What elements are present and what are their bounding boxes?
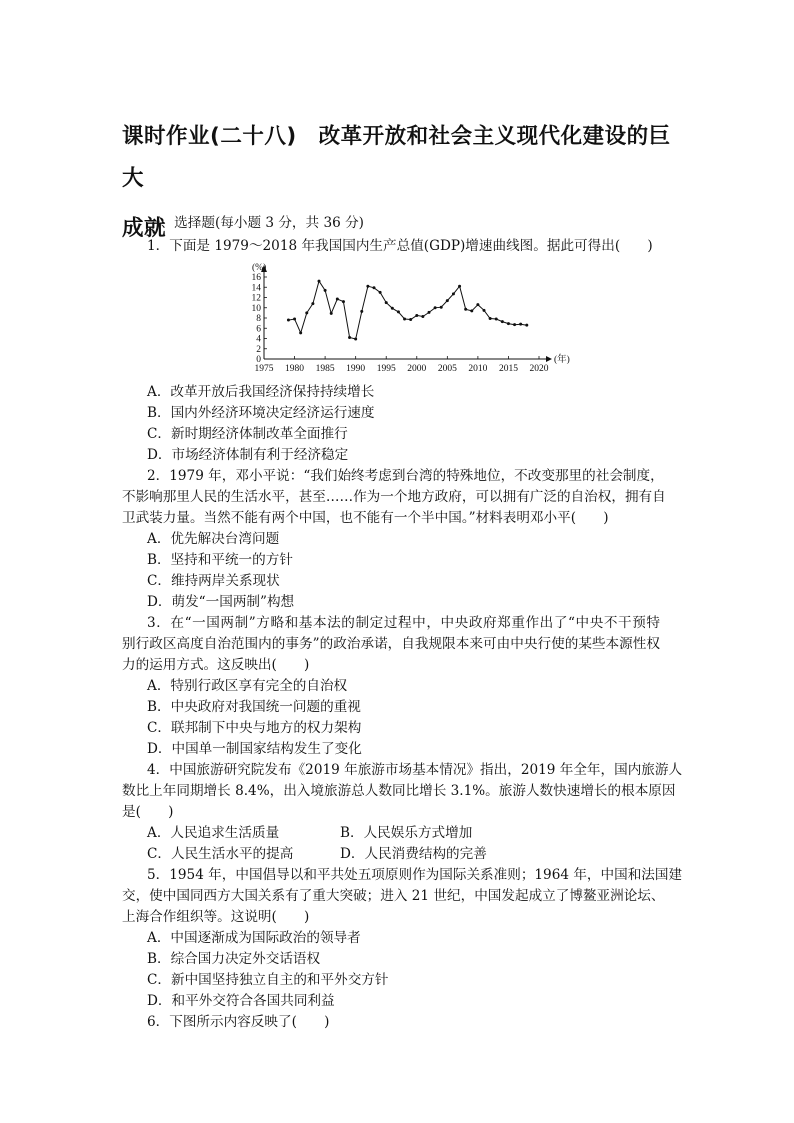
gdp-data-point — [519, 323, 522, 326]
gdp-data-point — [403, 318, 406, 321]
question-3-line-1: 3．在“一国两制”方略和基本法的制定过程中，中央政府郑重作出了“中央不干预特 — [147, 615, 660, 631]
gdp-data-point — [470, 309, 473, 312]
q3-option-d: D．中国单一制国家结构发生了变化 — [147, 741, 362, 757]
q5-option-b: B．综合国力决定外交话语权 — [147, 951, 321, 967]
gdp-data-point — [354, 338, 357, 341]
q4-option-d: D．人民消费结构的完善 — [340, 846, 487, 862]
x-axis-arrow — [546, 356, 552, 362]
x-axis-label: (年) — [554, 355, 570, 365]
y-tick-label: 10 — [251, 303, 261, 314]
x-tick-label: 1975 — [254, 364, 274, 374]
question-5-line-1: 5．1954 年，中国倡导以和平共处五项原则作为国际关系准则；1964 年，中国和法国建 — [147, 867, 683, 883]
q2-option-c: C．维持两岸关系现状 — [147, 573, 280, 589]
q5-option-a: A．中国逐渐成为国际政治的领导者 — [147, 930, 361, 946]
q4-option-a: A．人民追求生活质量 — [147, 825, 280, 841]
q1-option-d: D．市场经济体制有利于经济稳定 — [147, 447, 349, 463]
y-axis-label: (%) — [252, 263, 267, 273]
question-4-line-2: 数比上年同期增长 8.4%，出入境旅游总人数同比增长 3.1%。旅游人数快速增长的根本原因 — [122, 783, 676, 799]
x-tick-label: 2000 — [407, 364, 427, 374]
q2-option-b: B．坚持和平统一的方针 — [147, 552, 293, 568]
gdp-growth-chart — [245, 260, 585, 375]
question-4-line-1: 4．中国旅游研究院发布《2019 年旅游市场基本情况》指出，2019 年全年，国内旅游人 — [147, 762, 683, 778]
gdp-data-point — [513, 323, 516, 326]
question-5-line-3: 上海合作组织等。这说明( ) — [122, 909, 310, 925]
x-tick-label: 2015 — [498, 364, 518, 374]
y-tick-label: 16 — [251, 273, 261, 284]
gdp-data-point — [360, 310, 363, 313]
y-tick-label: 12 — [251, 293, 261, 304]
question-6-stem: 6．下图所示内容反映了( ) — [147, 1014, 330, 1030]
gdp-data-point — [458, 285, 461, 288]
q2-option-d: D．萌发“一国两制”构想 — [147, 594, 295, 610]
gdp-data-point — [342, 300, 345, 303]
gdp-data-point — [318, 280, 321, 283]
q3-option-a: A．特别行政区享有完全的自治权 — [147, 678, 348, 694]
gdp-data-point — [489, 317, 492, 320]
section-heading: 一、选择题(每小题 3 分，共 36 分) — [147, 215, 364, 231]
question-2-line-1: 2．1979 年，邓小平说：“我们始终考虑到台湾的特殊地位，不改变那里的社会制度， — [147, 468, 664, 484]
q5-option-d: D．和平外交符合各国共同利益 — [147, 993, 335, 1009]
y-tick-label: 14 — [251, 283, 261, 294]
question-3-line-2: 别行政区高度自治范围内的事务”的政治承诺，自我规限本来可由中央行使的某些本源性权 — [122, 636, 660, 652]
x-tick-label: 1995 — [376, 364, 396, 374]
gdp-data-point — [501, 320, 504, 323]
gdp-data-point — [525, 324, 528, 327]
gdp-data-point — [391, 307, 394, 310]
question-4-line-3: 是( ) — [122, 804, 174, 820]
gdp-data-point — [421, 315, 424, 318]
gdp-data-point — [305, 311, 308, 314]
x-tick-label: 1980 — [285, 364, 305, 374]
gdp-data-point — [409, 318, 412, 321]
q1-option-c: C．新时期经济体制改革全面推行 — [147, 426, 348, 442]
q4-option-c: C．人民生活水平的提高 — [147, 846, 294, 862]
y-tick-label: 4 — [256, 334, 261, 345]
title-line-1: 课时作业(二十八) 改革开放和社会主义现代化建设的巨大 — [122, 124, 671, 191]
x-tick-label: 2020 — [529, 364, 549, 374]
question-5-line-2: 交，使中国同西方大国关系有了重大突破；进入 21 世纪，中国发起成立了博鳌亚洲论坛、 — [122, 888, 665, 904]
gdp-data-point — [379, 291, 382, 294]
gdp-data-point — [287, 319, 290, 322]
q1-option-a: A．改革开放后我国经济保持持续增长 — [147, 384, 375, 400]
gdp-data-point — [446, 299, 449, 302]
question-2-line-3: 卫武装力量。当然不能有两个中国，也不能有一个半中国。”材料表明邓小平( ) — [122, 510, 609, 526]
y-tick-label: 2 — [256, 344, 261, 355]
q4-option-b: B．人民娱乐方式增加 — [340, 825, 473, 841]
gdp-data-point — [373, 286, 376, 289]
x-tick-label: 2010 — [468, 364, 488, 374]
q1-option-b: B．国内外经济环境决定经济运行速度 — [147, 405, 375, 421]
y-tick-label: 6 — [256, 324, 261, 335]
gdp-data-point — [428, 311, 431, 314]
y-tick-label: 0 — [256, 355, 261, 366]
gdp-data-point — [464, 308, 467, 311]
gdp-data-point — [330, 312, 333, 315]
gdp-data-point — [507, 322, 510, 325]
y-tick-label: 8 — [256, 314, 261, 325]
gdp-data-point — [366, 285, 369, 288]
q5-option-c: C．新中国坚持独立自主的和平外交方针 — [147, 972, 389, 988]
gdp-data-point — [397, 310, 400, 313]
question-1-stem: 1．下面是 1979～2018 年我国国内生产总值(GDP)增速曲线图。据此可得出( ) — [147, 238, 653, 254]
x-tick-label: 1985 — [315, 364, 335, 374]
q2-option-a: A．优先解决台湾问题 — [147, 531, 280, 547]
question-3-line-3: 力的运用方式。这反映出( ) — [122, 657, 310, 673]
gdp-data-point — [495, 318, 498, 321]
x-tick-label: 2005 — [437, 364, 457, 374]
gdp-data-point — [440, 306, 443, 309]
gdp-data-point — [483, 309, 486, 312]
x-tick-label: 1990 — [346, 364, 366, 374]
gdp-data-point — [293, 318, 296, 321]
q3-option-c: C．联邦制下中央与地方的权力架构 — [147, 720, 362, 736]
gdp-data-point — [311, 302, 314, 305]
gdp-data-point — [415, 314, 418, 317]
q3-option-b: B．中央政府对我国统一问题的重视 — [147, 699, 361, 715]
gdp-data-point — [336, 298, 339, 301]
gdp-data-point — [324, 289, 327, 292]
question-2-line-2: 不影响那里人民的生活水平，甚至……作为一个地方政府，可以拥有广泛的自治权，拥有自 — [122, 489, 666, 505]
gdp-data-point — [348, 336, 351, 339]
gdp-data-point — [452, 292, 455, 295]
gdp-data-point — [476, 303, 479, 306]
gdp-data-point — [385, 301, 388, 304]
title-line-2: 成就 — [122, 216, 167, 241]
gdp-data-point — [299, 331, 302, 334]
gdp-data-point — [434, 306, 437, 309]
